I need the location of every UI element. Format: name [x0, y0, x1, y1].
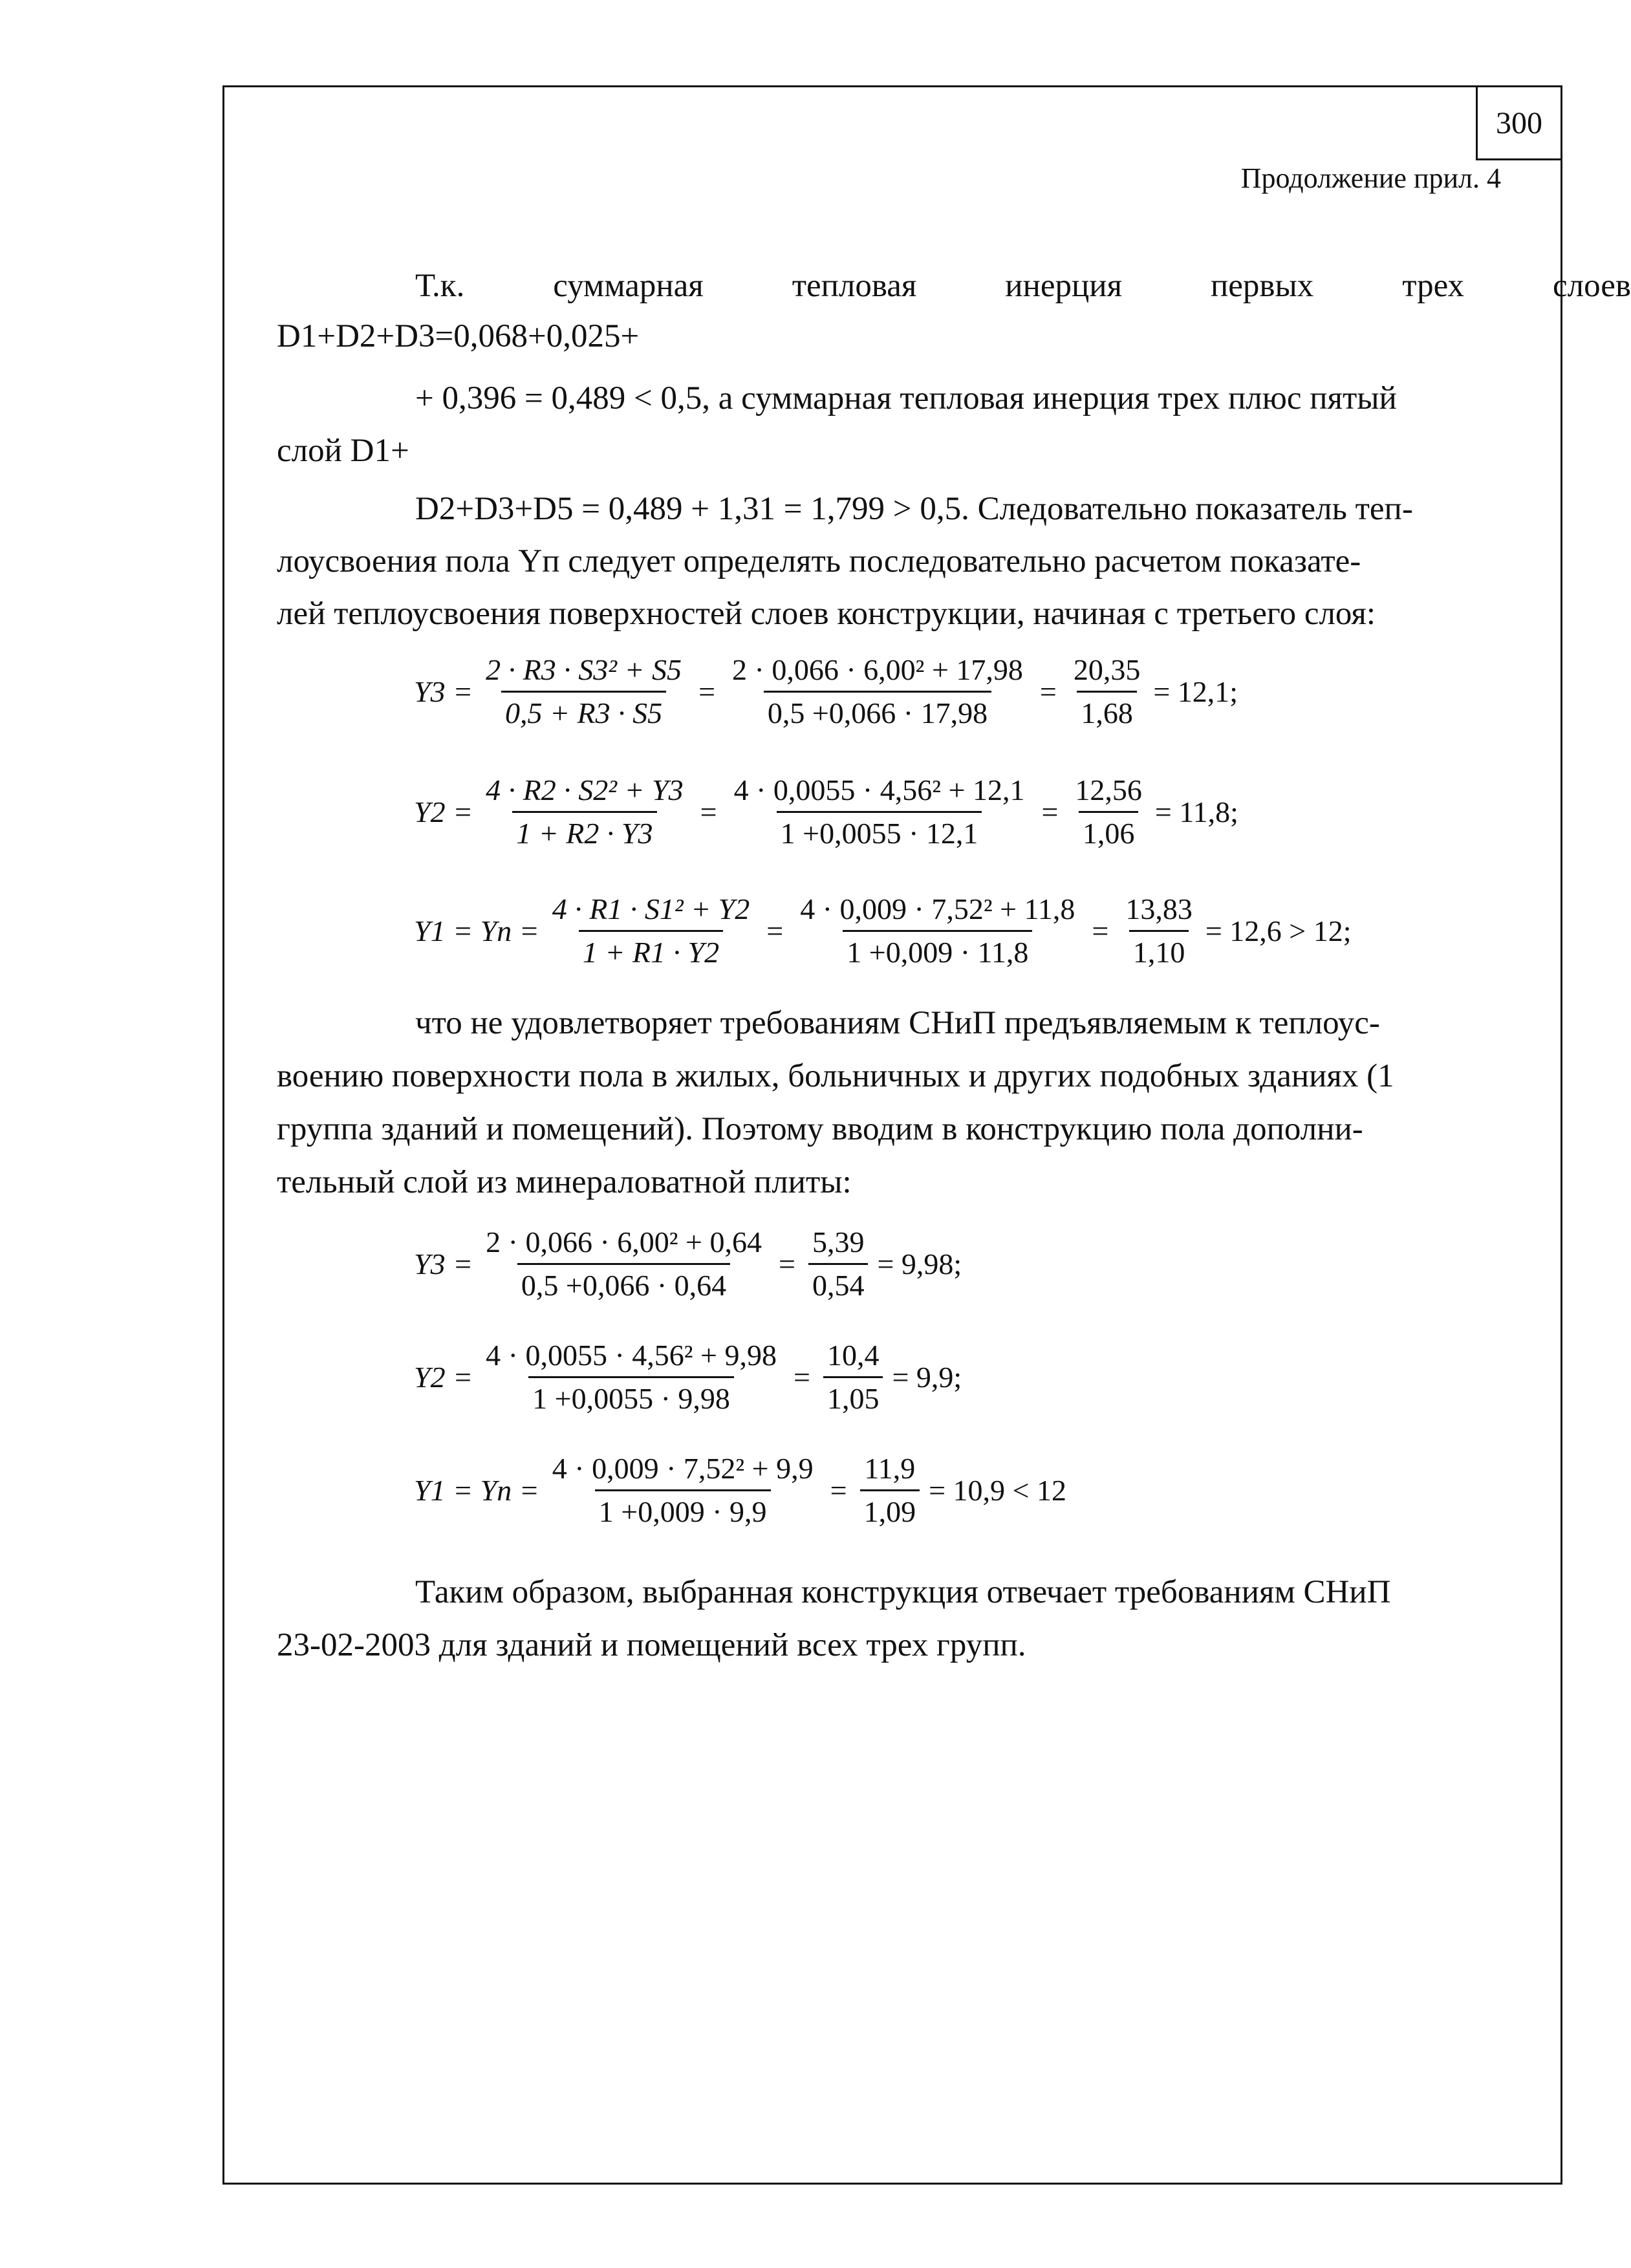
numerator: 2 · 0,066 · 6,00² + 17,98 [732, 653, 1023, 686]
denominator: 1,09 [860, 1489, 920, 1529]
text-line-4: слой D1+ [277, 433, 409, 469]
eq-lhs: Y3 = [414, 1247, 473, 1280]
text-line-1 [277, 259, 1631, 313]
fraction-formula [482, 773, 687, 850]
eq-result: = 12,6 > 12; [1205, 914, 1352, 947]
word: слоев [1552, 268, 1631, 304]
eq-result: = 11,8; [1154, 795, 1238, 828]
denominator: 0,5 +0,066 · 17,98 [764, 691, 991, 730]
denominator: 0,54 [808, 1263, 869, 1302]
denominator: 1,05 [823, 1376, 883, 1416]
eq-lhs: Y1 = Yn = [414, 1474, 539, 1507]
word: Т.к. [415, 268, 465, 304]
eq-lhs: Y1 = Yn = [414, 914, 539, 947]
fraction-computed [1070, 653, 1145, 730]
text-line-13: 23-02-2003 для зданий и помещений всех трех групп. [277, 1627, 1026, 1663]
word: тепловая [792, 268, 917, 304]
numerator: 4 · 0,0055 · 4,56² + 12,1 [733, 773, 1025, 806]
text-line-11: тельный слой из минераловатной плиты: [277, 1164, 852, 1200]
denominator: 1,06 [1079, 811, 1139, 850]
equation-y1-revised: Y1 = Yn = $\frac{\text{4 · 0,009 · 7,52² + 9,9}}{1 +0,009 \cdot 9,9}$ = $\frac{11,9}{1,09}$ = 10,9 < 12 [414, 1452, 1066, 1528]
denominator: 1 +0,009 · 11,8 [843, 930, 1032, 969]
fraction-substituted [730, 773, 1029, 850]
eq-result: = 9,9; [892, 1361, 962, 1394]
numerator: 4 · 0,0055 · 4,56² + 9,98 [486, 1339, 777, 1372]
fraction-substituted [548, 1452, 817, 1529]
numerator: 13,83 [1125, 892, 1193, 925]
denominator: 0,5 + R3 · S5 [501, 691, 666, 730]
eq-lhs: Y3 = [414, 675, 473, 708]
denominator: 1 +0,0055 · 9,98 [528, 1376, 734, 1416]
denominator: 1 +0,0055 · 12,1 [777, 811, 982, 850]
numerator: 4 · R2 · S2² + Y3 [486, 773, 684, 806]
text-line-2: D1+D2+D3=0,068+0,025+ [277, 318, 640, 354]
denominator: 1 + R1 · Y2 [579, 930, 723, 969]
fraction-computed [808, 1226, 869, 1302]
text-line-8: что не удовлетворяет требованиям СНиП предъявляемым к теплоус- [415, 1005, 1380, 1041]
numerator: 4 · R1 · S1² + Y2 [552, 892, 750, 925]
numerator: 12,56 [1075, 773, 1142, 806]
fraction-computed [860, 1452, 920, 1529]
text-line-12: Таким образом, выбранная конструкция отвечает требованиям СНиП [415, 1574, 1391, 1610]
eq-lhs: Y2 = [414, 1361, 473, 1394]
numerator: 2 · R3 · S3² + S5 [486, 653, 682, 686]
denominator: 1 +0,009 · 9,9 [595, 1489, 771, 1529]
equation-y2: Y2 = $\frac{\text{4 · R2 · S2² + Y3}}{1 + R2 \cdot Y3}$ = $\frac{\text{4 · 0,0055 · 4,56² + 12,1}}{1 +0,0055 \cdot 12,1}$ = $\frac{12,56}{1,06}$ = 11,8; [414, 773, 1238, 850]
fraction-substituted [796, 892, 1079, 969]
word: суммарная [553, 268, 704, 304]
numerator: 10,4 [826, 1339, 880, 1372]
equation-y3-revised: Y3 = $\frac{\text{2 · 0,066 · 6,00² + 0,64}}{0,5 +0,066 \cdot 0,64}$ = $\frac{5,39}{0,54}$ = 9,98; [414, 1226, 962, 1302]
text-line-7: лей теплоусвоения поверхностей слоев конструкции, начиная с третьего слоя: [277, 596, 1376, 632]
word: первых [1210, 268, 1314, 304]
numerator: 11,9 [864, 1452, 916, 1485]
text-line-6: лоусвоения пола Yп следует определять последовательно расчетом показате- [277, 543, 1361, 579]
fraction-substituted [482, 1339, 781, 1416]
eq-lhs: Y2 = [414, 795, 473, 828]
word: инерция [1005, 268, 1123, 304]
fraction-computed [823, 1339, 883, 1416]
text-line-5: D2+D3+D5 = 0,489 + 1,31 = 1,799 > 0,5. Следовательно показатель теп- [415, 491, 1413, 527]
fraction-computed [1121, 892, 1196, 969]
fraction-formula [548, 892, 754, 969]
equation-y3: Y3 = $\frac{\text{2 · R3 · S3² + S5}}{0,5 + R3 \cdot S5}$ = $\frac{\text{2 · 0,066 · 6,00² + 17,98}}{0,5 +0,066 \cdot 17,98}$ = $\frac{20,35}{1,68}$ = 12,1; [414, 653, 1238, 729]
eq-result: = 10,9 < 12 [929, 1474, 1066, 1507]
numerator: 5,39 [812, 1226, 865, 1258]
numerator: 4 · 0,009 · 7,52² + 11,8 [800, 892, 1075, 925]
numerator: 2 · 0,066 · 6,00² + 0,64 [486, 1226, 762, 1258]
numerator: 4 · 0,009 · 7,52² + 9,9 [552, 1452, 814, 1485]
equation-y2-revised: Y2 = $\frac{\text{4 · 0,0055 · 4,56² + 9,98}}{1 +0,0055 \cdot 9,98}$ = $\frac{10,4}{1,05}$ = 9,9; [414, 1339, 962, 1415]
denominator: 1,68 [1077, 691, 1137, 730]
fraction-substituted [728, 653, 1027, 730]
eq-result: = 12,1; [1153, 675, 1238, 708]
fraction-substituted [482, 1226, 766, 1302]
page-number: 300 [1476, 85, 1562, 160]
continuation-label: Продолжение прил. 4 [1240, 162, 1501, 194]
denominator: 1 + R2 · Y3 [512, 811, 656, 850]
word: трех [1402, 268, 1465, 304]
numerator: 20,35 [1073, 653, 1141, 686]
denominator: 0,5 +0,066 · 0,64 [517, 1263, 730, 1302]
fraction-formula [482, 653, 686, 730]
denominator: 1,10 [1129, 930, 1189, 969]
text-line-9: воению поверхности пола в жилых, больничных и других подобных зданиях (1 [277, 1058, 1394, 1094]
fraction-computed [1071, 773, 1146, 850]
eq-result: = 9,98; [877, 1247, 962, 1280]
text-line-10: группа зданий и помещений). Поэтому вводим в конструкцию пола дополни- [277, 1111, 1363, 1147]
text-line-3: + 0,396 = 0,489 < 0,5, а суммарная тепловая инерция трех плюс пятый [415, 380, 1397, 416]
equation-y1: Y1 = Yn = $\frac{\text{4 · R1 · S1² + Y2}}{1 + R1 \cdot Y2}$ = $\frac{\text{4 · 0,009 · 7,52² + 11,8}}{1 +0,009 \cdot 11,8}$ = $\frac{13,83}{1,10}$ = 12,6 > 12; [414, 892, 1352, 969]
